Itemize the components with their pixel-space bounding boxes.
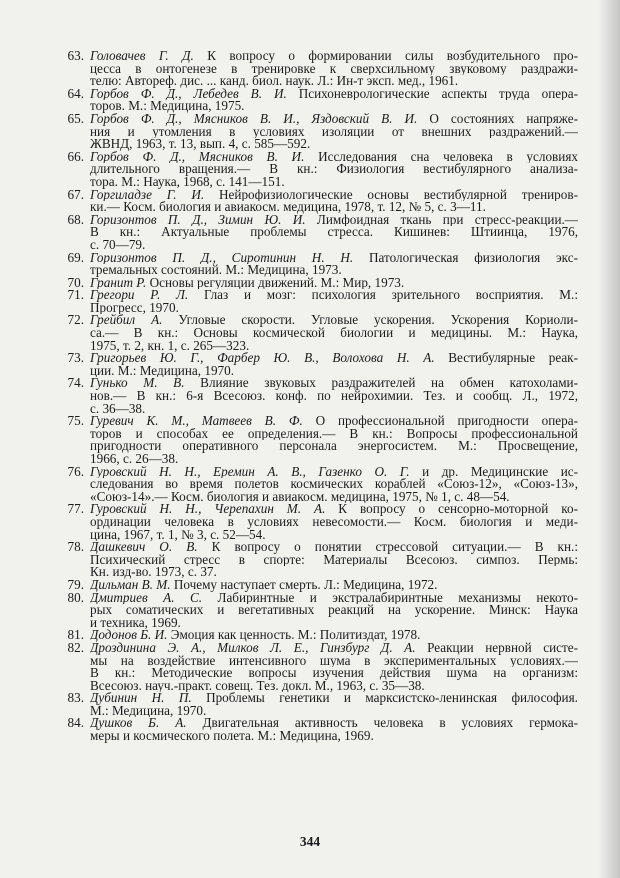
reference-text: Реакции нервной систе- (415, 641, 578, 655)
reference-text: Лабиринтные и экстралабиринтные механизмы некото- (202, 591, 578, 605)
reference-item (56, 717, 578, 742)
reference-line (90, 138, 578, 151)
reference-line (90, 592, 578, 605)
reference-number: 80. (67, 589, 84, 605)
reference-text: цесса в онтогенезе в тренировке к сверхсильному звуковому раздражи- (90, 62, 578, 76)
reference-text: Основы регуляции движений. М.: Мир, 1973. (146, 276, 405, 290)
reference-text: мы на воздействие интенсивного шума в экспериментальных условиях.— (90, 654, 578, 668)
reference-line (90, 327, 578, 340)
reference-line (90, 478, 578, 491)
reference-text: Угловые скорости. Угловые ускорения. Ускорения Кориоли- (162, 314, 578, 328)
reference-line (90, 541, 578, 554)
reference-line (90, 340, 578, 353)
reference-text: рых соматических и вегетативных реакций на ускорение. Минск: Наука (90, 604, 578, 617)
reference-number: 77. (67, 501, 84, 517)
reference-text: К вопросу о формировании силы возбудительного про- (193, 50, 578, 63)
reference-authors: Душков Б. А. (90, 717, 187, 731)
reference-text: К вопросу о сенсорно-моторной ко- (325, 503, 578, 516)
reference-text: В кн.: Методические вопросы изучения действия шума на организм: (90, 667, 578, 680)
reference-line (90, 566, 578, 579)
reference-text: с. 70—79. (90, 238, 146, 252)
reference-line (90, 428, 578, 441)
reference-authors: Гуровский Н. Н., Черепахин М. А. (90, 503, 326, 516)
reference-text: торов и способах ее определения.— В кн.: Вопросы профессиональной (90, 427, 578, 441)
reference-item (56, 314, 578, 352)
reference-number: 68. (67, 211, 84, 227)
reference-line (90, 440, 578, 453)
reference-item (56, 85, 578, 113)
reference-text: Нейрофизиологические основы вестибулярной трениров- (204, 188, 578, 202)
reference-authors: Горбов Ф. Д., Мясников В. И., Яздовский В. И. (90, 112, 418, 126)
reference-line (90, 151, 578, 164)
reference-number: 78. (67, 539, 84, 555)
reference-line (90, 655, 578, 668)
reference-line (90, 629, 578, 642)
reference-text: Лимфоидная ткань при стресс-реакции.— (305, 213, 578, 227)
reference-authors: Григорьев Ю. Г., Фарбер Ю. В., Волохова Н. А. (90, 352, 435, 365)
reference-text: цина, 1967, т. 1, № 3, с. 52—54. (90, 528, 266, 542)
reference-line (90, 277, 578, 290)
reference-text: Патологическая физиология экс- (353, 251, 578, 265)
reference-line (90, 390, 578, 403)
reference-number: 82. (67, 639, 84, 655)
reference-line (90, 264, 578, 277)
reference-authors: Дильман В. М. (90, 578, 171, 592)
reference-item (56, 629, 578, 642)
reference-text: длительного вращения.— В кн.: Физиология вестибулярного анализа- (90, 163, 578, 176)
reference-line (90, 415, 578, 428)
reference-item (56, 110, 578, 151)
reference-text: торов. М.: Медицина, 1975. (90, 100, 245, 113)
reference-line (90, 705, 578, 718)
reference-text: нов.— В кн.: 6-я Всесоюз. конф. по нейрохимии. Тез. и сообщ. Л., 1972, (90, 390, 578, 403)
reference-text: О состояниях напряже- (417, 112, 578, 126)
reference-number: 63. (67, 48, 84, 63)
reference-list (56, 50, 578, 743)
reference-authors: Гранит Р. (90, 276, 147, 290)
reference-text: Глаз и мозг: психология зрительного восприятия. М.: (188, 289, 578, 302)
reference-authors: Дроздинина Э. А., Милков Л. Е., Гинзбург Д. А. (90, 641, 416, 655)
reference-line (90, 554, 578, 567)
reference-authors: Горгиладзе Г. И. (90, 188, 205, 202)
reference-text: меры и космического полета. М.: Медицина, 1969. (90, 730, 374, 743)
reference-line (90, 453, 578, 466)
reference-line (90, 403, 578, 416)
reference-text: и техника, 1969. (90, 616, 181, 630)
page-edge-shadow (598, 0, 620, 878)
reference-line (90, 189, 578, 202)
reference-text: 1975, т. 2, кн. 1, с. 265—323. (90, 339, 250, 353)
reference-number: 74. (67, 375, 84, 391)
reference-text: ЖВНД, 1963, т. 13, вып. 4, с. 585—592. (90, 138, 311, 151)
reference-number: 64. (67, 85, 84, 101)
reference-text: Всесоюз. науч.-практ. совещ. Тез. докл. М., 1963, с. 35—38. (90, 679, 425, 693)
reference-line (90, 176, 578, 189)
reference-authors: Гунько М. В. (90, 377, 185, 391)
reference-number: 65. (67, 110, 84, 126)
reference-text: Проблемы генетики и марксистско-ленинская философия. (191, 692, 578, 705)
reference-text: В кн.: Актуальные проблемы стресса. Кишинев: Штиинца, 1976, (90, 226, 578, 239)
reference-line (90, 730, 578, 743)
reference-line (90, 529, 578, 542)
reference-number: 70. (67, 274, 84, 290)
reference-line (90, 75, 578, 88)
reference-number: 79. (67, 576, 84, 592)
reference-text: телю: Автореф. дис. ... канд. биол. наук. Л.: Ин-т эксп. мед., 1961. (90, 75, 459, 88)
reference-item (56, 463, 578, 504)
reference-authors: Горбов Ф. Д., Мясников В. И. (90, 150, 305, 164)
reference-item (56, 148, 578, 189)
reference-item (56, 186, 578, 214)
reference-item (56, 289, 578, 314)
reference-authors: Горизонтов П. Д., Сиротинин Н. Н. (90, 251, 354, 265)
reference-number: 76. (67, 463, 84, 479)
reference-line (90, 642, 578, 655)
reference-line (90, 201, 578, 214)
reference-authors: Гуревич К. М., Матвеев В. Ф. (90, 415, 303, 428)
reference-line (90, 113, 578, 126)
reference-authors: Додонов Б. И. (90, 629, 168, 642)
reference-line (90, 466, 578, 479)
reference-item (56, 541, 578, 579)
reference-text: Психоневрологические аспекты труда опера- (286, 87, 578, 101)
reference-line (90, 491, 578, 504)
reference-number: 66. (67, 148, 84, 164)
reference-line (90, 617, 578, 630)
reference-number: 83. (67, 690, 84, 706)
reference-text: ки.— Косм. биология и авиакосм. медицина, 1978, т. 12, № 5, с. 3—11. (90, 201, 486, 214)
reference-text: Прогресс, 1970. (90, 301, 179, 315)
reference-text: пригодности оперативного персонала энергосистем. М.: Просвещение, (90, 440, 578, 453)
reference-authors: Грейбил А. (90, 314, 163, 328)
reference-line (90, 667, 578, 680)
reference-text: с. 36—38. (90, 402, 146, 416)
reference-authors: Головачев Г. Д. (90, 50, 194, 63)
reference-item (56, 274, 578, 290)
reference-text: са.— В кн.: Основы космической биологии и медицины. М.: Наука, (90, 327, 578, 340)
reference-line (90, 516, 578, 529)
reference-line (90, 692, 578, 705)
reference-line (90, 252, 578, 265)
reference-line (90, 50, 578, 63)
reference-line (90, 63, 578, 76)
reference-authors: Дмитриев А. С. (90, 591, 203, 605)
reference-item (56, 377, 578, 415)
reference-line (90, 226, 578, 239)
reference-text: тремальных состояний. М.: Медицина, 1973. (90, 264, 342, 277)
reference-item (56, 352, 578, 377)
reference-authors: Гуровский Н. Н., Еремин А. В., Газенко О. Г. (90, 465, 410, 479)
reference-item (56, 589, 578, 630)
reference-line (90, 352, 578, 365)
reference-authors: Дубинин Н. П. (90, 692, 192, 705)
reference-line (90, 503, 578, 516)
reference-line (90, 239, 578, 252)
reference-line (90, 717, 578, 730)
reference-text: Вестибулярные реак- (434, 352, 578, 365)
reference-item (56, 503, 578, 541)
page-number: 344 (299, 834, 321, 849)
reference-text: и др. Медицинские ис- (409, 465, 578, 479)
reference-text: М.: Медицина, 1970. (90, 704, 207, 718)
reference-text: Эмоция как ценность. М.: Политиздат, 1978. (167, 629, 421, 642)
reference-line (90, 88, 578, 101)
reference-line (90, 579, 578, 592)
reference-authors: Горизонтов П. Д., Зимин Ю. И. (90, 213, 306, 227)
reference-number: 67. (67, 186, 84, 202)
reference-text: Почему наступает смерть. Л.: Медицина, 1972. (170, 578, 438, 592)
reference-line (90, 289, 578, 302)
reference-line (90, 163, 578, 176)
reference-authors: Грегори Р. Л. (90, 289, 189, 302)
reference-number: 84. (67, 715, 84, 731)
reference-text: ния и утомления в условиях изоляции от внешних раздражений.— (90, 125, 578, 139)
reference-number: 69. (67, 249, 84, 265)
reference-text: «Союз-14».— Косм. биология и авиакосм. медицина, 1975, № 1, с. 48—54. (90, 490, 510, 504)
reference-text: следования во время полетов космических кораблей «Союз-12», «Союз-13», (90, 478, 578, 491)
reference-text: Влияние звуковых раздражителей на обмен катохолами- (184, 377, 578, 391)
reference-line (90, 302, 578, 315)
reference-text: 1966, с. 26—38. (90, 453, 179, 466)
reference-text: Исследования сна человека в условиях (304, 150, 578, 164)
reference-item (56, 50, 578, 88)
reference-text: Психический стресс в спорте: Материалы Всесоюз. симпоз. Пермь: (90, 553, 578, 567)
reference-number: 81. (67, 627, 84, 643)
reference-line (90, 100, 578, 113)
reference-item (56, 249, 578, 277)
reference-text: О профессиональной пригодности опера- (302, 415, 578, 428)
reference-line (90, 365, 578, 378)
reference-item (56, 576, 578, 592)
reference-item (56, 415, 578, 465)
reference-authors: Горбов Ф. Д., Лебедев В. И. (90, 87, 287, 101)
reference-authors: Дашкевич О. В. (90, 541, 198, 554)
reference-number: 75. (67, 413, 84, 429)
reference-line (90, 680, 578, 693)
reference-text: ции. М.: Медицина, 1970. (90, 364, 235, 378)
reference-text: ординации человека в условиях невесомости.— Косм. биология и меди- (90, 515, 578, 529)
reference-number: 73. (67, 350, 84, 366)
reference-line (90, 214, 578, 227)
reference-text: Двигательная активность человека в условиях гермока- (186, 717, 578, 731)
reference-item (56, 639, 578, 693)
reference-item (56, 692, 578, 717)
reference-number: 71. (67, 287, 84, 303)
reference-text: тора. М.: Наука, 1968, с. 141—151. (90, 175, 285, 189)
reference-text: Кн. изд-во. 1973, с. 37. (90, 566, 217, 579)
reference-line (90, 604, 578, 617)
reference-item (56, 211, 578, 252)
reference-number: 72. (67, 312, 84, 328)
reference-line (90, 126, 578, 139)
reference-text: К вопросу о понятии стрессовой ситуации.— В кн.: (197, 541, 578, 554)
reference-line (90, 377, 578, 390)
reference-line (90, 314, 578, 327)
